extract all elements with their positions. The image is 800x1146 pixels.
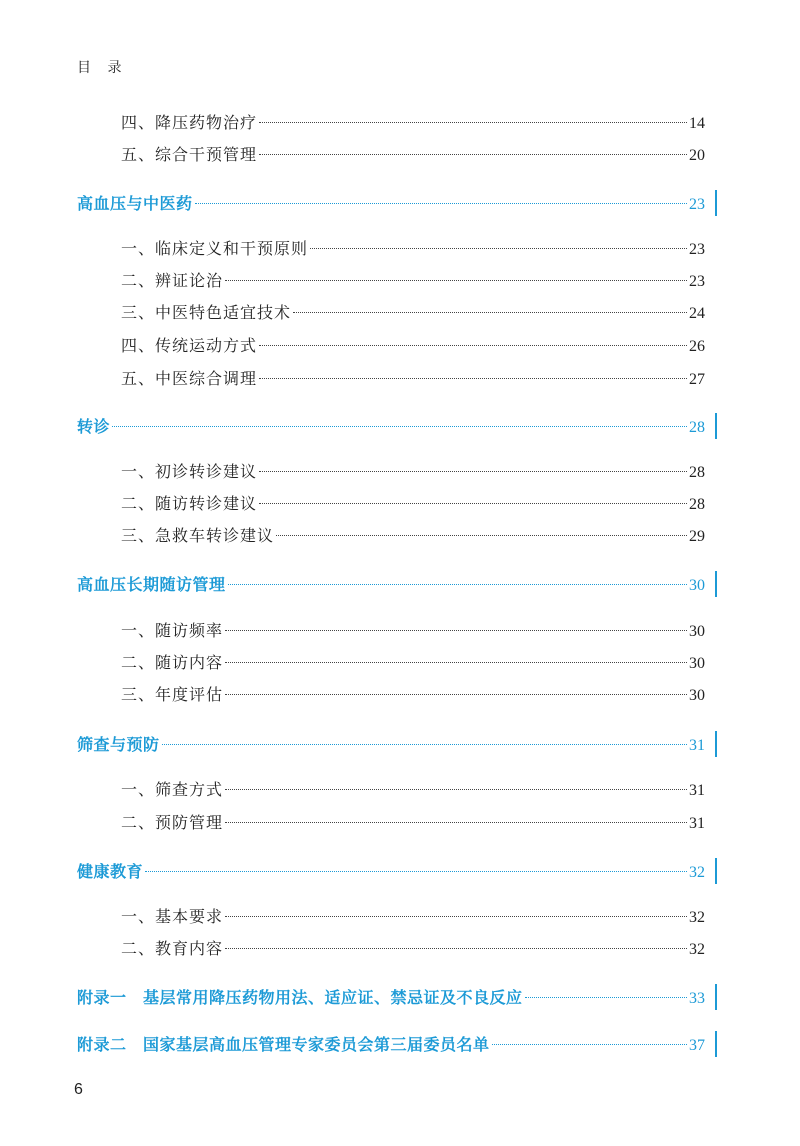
toc-entry-page: 31	[689, 815, 705, 832]
toc-entry-title: 三、年度评估	[121, 685, 224, 704]
toc-entry[interactable]	[121, 682, 705, 705]
toc-section-title: 转诊	[77, 417, 111, 436]
toc-leader-dots	[112, 426, 687, 427]
toc-appendix-title: 附录二 国家基层高血压管理专家委员会第三届委员名单	[77, 1035, 490, 1054]
toc-entry-page: 28	[689, 496, 705, 513]
toc-entry-title: 二、辨证论治	[121, 271, 224, 290]
section-marker-rule	[715, 984, 717, 1010]
toc-entry-title: 一、初诊转诊建议	[121, 462, 258, 481]
toc-leader-dots	[276, 535, 687, 536]
toc-leader-dots	[228, 584, 687, 585]
toc-entry[interactable]	[121, 300, 705, 323]
toc-entry-title: 一、随访频率	[121, 621, 224, 640]
toc-entry-page: 28	[689, 464, 705, 481]
toc-entry-page: 32	[689, 941, 705, 958]
toc-entry-page: 26	[689, 338, 705, 355]
toc-appendix-entry[interactable]	[77, 985, 705, 1008]
toc-section-title: 高血压与中医药	[77, 194, 193, 213]
toc-entry-title: 一、筛查方式	[121, 780, 224, 799]
toc-entry-title: 五、中医综合调理	[121, 369, 258, 388]
toc-leader-dots	[492, 1044, 687, 1045]
toc-section-page: 23	[689, 196, 705, 213]
toc-entry[interactable]	[121, 904, 705, 927]
toc-entry-title: 四、降压药物治疗	[121, 113, 258, 132]
toc-entry-title: 二、预防管理	[121, 813, 224, 832]
toc-entry-title: 三、急救车转诊建议	[121, 526, 275, 545]
toc-entry-page: 29	[689, 528, 705, 545]
section-marker-rule	[715, 1031, 717, 1057]
toc-leader-dots	[225, 789, 687, 790]
toc-entry[interactable]	[121, 142, 705, 165]
toc-section-entry[interactable]	[77, 859, 705, 882]
toc-entry[interactable]	[121, 491, 705, 514]
toc-section-entry[interactable]	[77, 732, 705, 755]
toc-entry[interactable]	[121, 618, 705, 641]
toc-appendix-entry[interactable]	[77, 1032, 705, 1055]
toc-entry-page: 23	[689, 273, 705, 290]
toc-section-page: 28	[689, 419, 705, 436]
page-header-title: 目 录	[77, 60, 128, 76]
toc-entry-title: 四、传统运动方式	[121, 336, 258, 355]
section-marker-rule	[715, 858, 717, 884]
toc-entry-page: 30	[689, 687, 705, 704]
page-number: 6	[74, 1081, 83, 1098]
toc-entry[interactable]	[121, 936, 705, 959]
toc-leader-dots	[162, 744, 687, 745]
toc-leader-dots	[259, 122, 687, 123]
toc-leader-dots	[225, 822, 687, 823]
section-marker-rule	[715, 731, 717, 757]
toc-leader-dots	[525, 997, 687, 998]
toc-entry[interactable]	[121, 777, 705, 800]
toc-leader-dots	[225, 280, 687, 281]
toc-leader-dots	[225, 662, 687, 663]
toc-entry-page: 31	[689, 782, 705, 799]
toc-section-entry[interactable]	[77, 572, 705, 595]
toc-leader-dots	[145, 871, 687, 872]
toc-section-entry[interactable]	[77, 414, 705, 437]
toc-entry[interactable]	[121, 268, 705, 291]
toc-entry[interactable]	[121, 110, 705, 133]
toc-leader-dots	[259, 378, 687, 379]
toc-leader-dots	[259, 503, 687, 504]
toc-leader-dots	[225, 694, 687, 695]
toc-leader-dots	[225, 630, 687, 631]
section-marker-rule	[715, 190, 717, 216]
toc-section-title: 健康教育	[77, 862, 144, 881]
toc-entry-title: 五、综合干预管理	[121, 145, 258, 164]
toc-leader-dots	[195, 203, 687, 204]
section-marker-rule	[715, 571, 717, 597]
toc-entry[interactable]	[121, 333, 705, 356]
toc-entry-page: 30	[689, 655, 705, 672]
toc-leader-dots	[225, 916, 687, 917]
toc-section-entry[interactable]	[77, 191, 705, 214]
toc-entry-title: 一、临床定义和干预原则	[121, 239, 309, 258]
toc-leader-dots	[259, 471, 687, 472]
toc-entry[interactable]	[121, 366, 705, 389]
toc-leader-dots	[259, 154, 687, 155]
toc-section-title: 高血压长期随访管理	[77, 575, 226, 594]
toc-entry[interactable]	[121, 523, 705, 546]
toc-entry[interactable]	[121, 236, 705, 259]
toc-leader-dots	[310, 248, 687, 249]
toc-appendix-title: 附录一 基层常用降压药物用法、适应证、禁忌证及不良反应	[77, 988, 523, 1007]
toc-entry-title: 二、教育内容	[121, 939, 224, 958]
toc-entry-title: 三、中医特色适宜技术	[121, 303, 292, 322]
toc-entry-page: 30	[689, 623, 705, 640]
toc-entry-page: 20	[689, 147, 705, 164]
toc-entry-title: 一、基本要求	[121, 907, 224, 926]
toc-section-page: 30	[689, 577, 705, 594]
toc-entry-page: 14	[689, 115, 705, 132]
toc-leader-dots	[225, 948, 687, 949]
toc-entry-page: 23	[689, 241, 705, 258]
toc-entry-page: 27	[689, 371, 705, 388]
toc-entry[interactable]	[121, 650, 705, 673]
toc-appendix-page: 37	[689, 1037, 705, 1054]
toc-entry[interactable]	[121, 459, 705, 482]
toc-entry-title: 二、随访内容	[121, 653, 224, 672]
section-marker-rule	[715, 413, 717, 439]
toc-appendix-page: 33	[689, 990, 705, 1007]
toc-section-title: 筛查与预防	[77, 735, 160, 754]
toc-entry-title: 二、随访转诊建议	[121, 494, 258, 513]
toc-entry-page: 24	[689, 305, 705, 322]
toc-leader-dots	[293, 312, 687, 313]
toc-entry-page: 32	[689, 909, 705, 926]
toc-section-page: 32	[689, 864, 705, 881]
toc-entry[interactable]	[121, 810, 705, 833]
toc-leader-dots	[259, 345, 687, 346]
toc-section-page: 31	[689, 737, 705, 754]
